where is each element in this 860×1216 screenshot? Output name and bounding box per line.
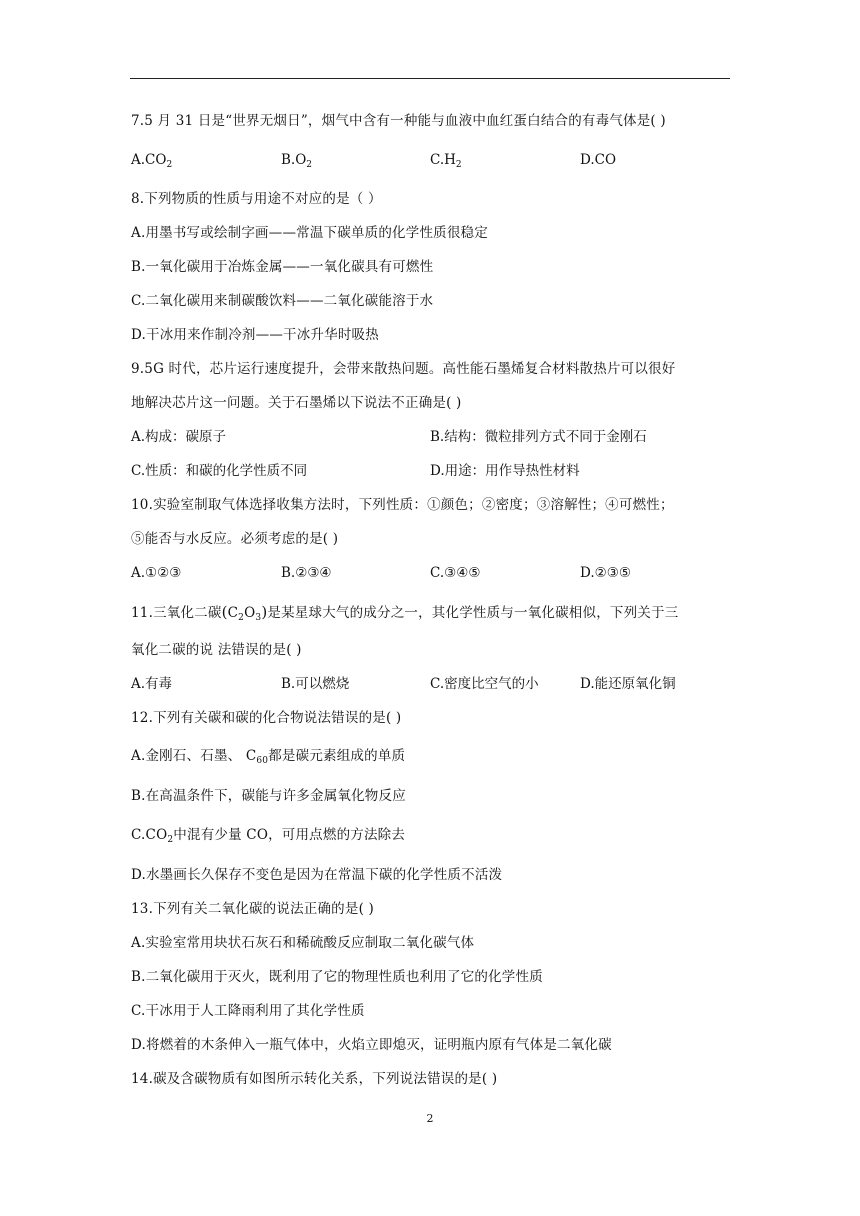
q8-option-a: A.用墨书写或绘制字画——常温下碳单质的化学性质很稳定 (131, 225, 488, 241)
question-7-stem: 7.5 月 31 日是“世界无烟日”，烟气中含有一种能与血液中血红蛋白结合的有毒气体是( ) (131, 113, 666, 129)
question-11-stem-line1: 11.三氧化二碳$(C_2O_3)$是某星球大气的成分之一，其化学性质与一氧化碳相似，下列关于三 (131, 603, 679, 623)
q7-option-d: D.CO (580, 152, 617, 168)
q13-option-a: A.实验室常用块状石灰石和稀硫酸反应制取二氧化碳气体 (131, 935, 475, 951)
q10-option-a: A.①②③ (131, 565, 182, 581)
q8-option-c: C.二氧化碳用来制碳酸饮料——二氧化碳能溶于水 (131, 293, 434, 309)
q7-option-a: $A.CO_2$ (131, 152, 173, 170)
q8-option-d: D.干冰用来作制冷剂——干冰升华时吸热 (131, 327, 379, 343)
q10-option-b: B.②③④ (281, 565, 332, 581)
q13-option-d: D.将燃着的木条伸入一瓶气体中，火焰立即熄灭，证明瓶内原有气体是二氧化碳 (131, 1037, 612, 1053)
q10-option-c: C.③④⑤ (430, 565, 481, 581)
question-10-stem-line1: 10.实验室制取气体选择收集方法时，下列性质：①颜色；②密度；③溶解性；④可燃性； (131, 497, 674, 513)
q8-option-b: B.一氧化碳用于冶炼金属——一氧化碳具有可燃性 (131, 259, 434, 275)
question-12-stem: 12.下列有关碳和碳的化合物说法错误的是( ) (131, 710, 402, 726)
page-number: 2 (426, 1112, 434, 1125)
question-14-stem: 14.碳及含碳物质有如图所示转化关系，下列说法错误的是( ) (131, 1071, 498, 1087)
header-rule (130, 78, 730, 79)
q11-option-c: C.密度比空气的小 (430, 676, 539, 692)
question-9-stem-line2: 地解决芯片这一问题。关于石墨烯以下说法不正确是( ) (131, 395, 462, 411)
question-11-stem-line2: 氧化二碳的说 法错误的是( ) (131, 642, 302, 658)
q7-option-c: $C.H_2$ (430, 152, 462, 170)
question-8-stem: 8.下列物质的性质与用途不对应的是（ ） (131, 191, 382, 207)
q12-option-a: A.金刚石、石墨、 $C_{60}$都是碳元素组成的单质 (131, 748, 406, 766)
q10-option-d: D.②③⑤ (580, 565, 631, 581)
q13-option-c: C.干冰用于人工降雨利用了其化学性质 (131, 1003, 365, 1019)
q9-option-a: A.构成：碳原子 (131, 429, 227, 445)
q11-option-a: A.有毒 (131, 676, 173, 692)
question-13-stem: 13.下列有关二氧化碳的说法正确的是( ) (131, 901, 374, 917)
q11-option-d: D.能还原氧化铜 (580, 676, 676, 692)
q12-option-c: $C.CO_2$中混有少量 CO，可用点燃的方法除去 (131, 827, 406, 845)
q12-option-d: D.水墨画长久保存不变色是因为在常温下碳的化学性质不活泼 (131, 867, 503, 883)
formula-c2o3: ( (221, 603, 228, 621)
q7-option-b: $B.O_2$ (281, 152, 313, 170)
q12-option-b: B.在高温条件下，碳能与许多金属氧化物反应 (131, 788, 406, 804)
question-10-stem-line2: ⑤能否与水反应。必须考虑的是( ) (131, 531, 339, 547)
q9-option-b: B.结构：微粒排列方式不同于金刚石 (430, 429, 647, 445)
q11-option-b: B.可以燃烧 (281, 676, 350, 692)
question-9-stem-line1: 9.5G 时代，芯片运行速度提升，会带来散热问题。高性能石墨烯复合材料散热片可以很好 (131, 361, 676, 377)
q9-option-d: D.用途：用作导热性材料 (430, 463, 580, 479)
q9-option-c: C.性质：和碳的化学性质不同 (131, 463, 308, 479)
q13-option-b: B.二氧化碳用于灭火，既利用了它的物理性质也利用了它的化学性质 (131, 969, 543, 985)
